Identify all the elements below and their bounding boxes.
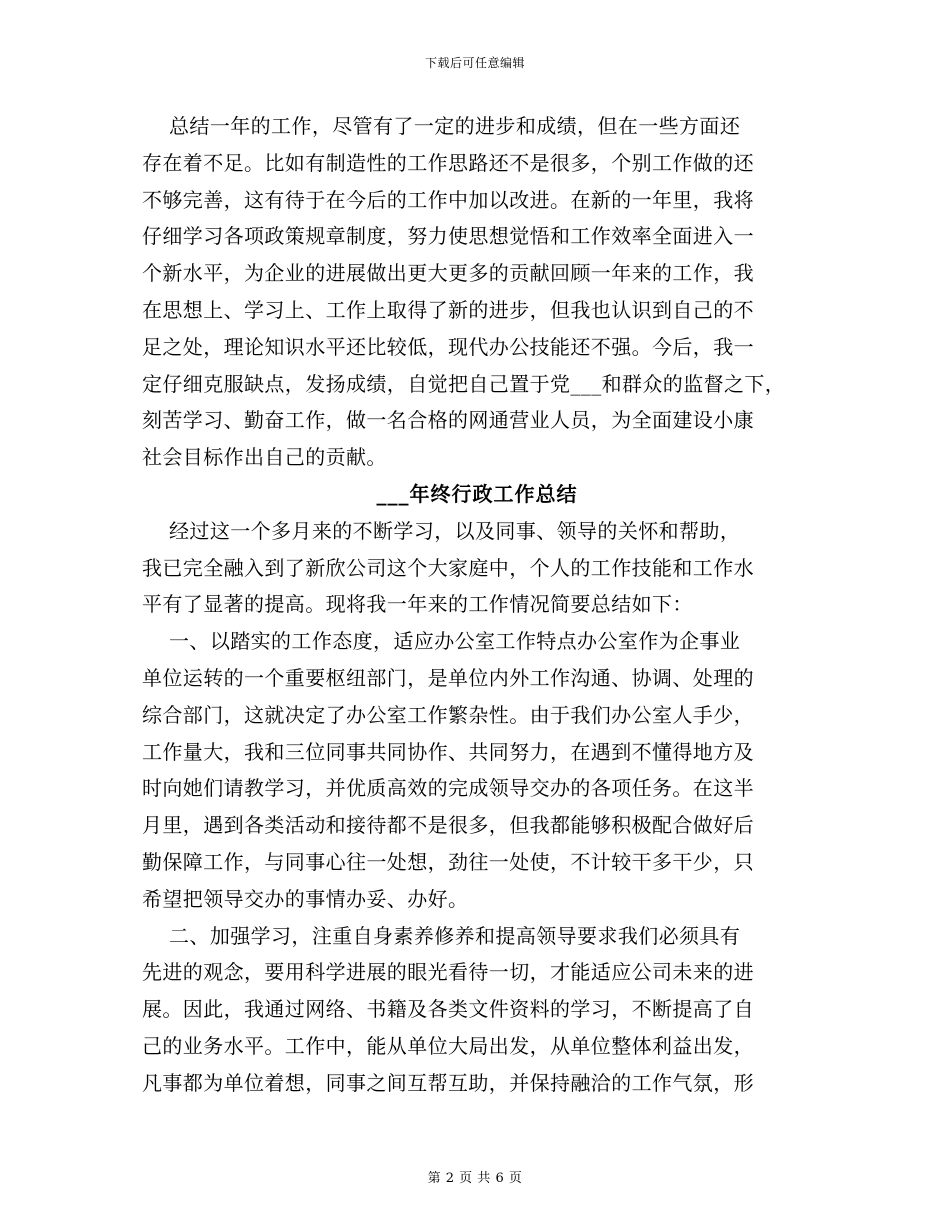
paragraph-line: 单位运转的一个重要枢纽部门，是单位内外工作沟通、协调、处理的 <box>142 665 754 690</box>
paragraph-line: 经过这一个多月来的不断学习，以及同事、领导的关怀和帮助， <box>142 518 741 543</box>
paragraph-line: 一、以踏实的工作态度，适应办公室工作特点办公室作为企事业 <box>142 629 741 654</box>
paragraph-line: 存在着不足。比如有制造性的工作思路还不是很多，个别工作做的还 <box>142 150 754 175</box>
section-title: ___年终行政工作总结 <box>376 481 578 506</box>
paragraph-line: 勤保障工作，与同事心往一处想，劲往一处使，不计较干多干少，只 <box>142 849 754 874</box>
paragraph-line: 我已完全融入到了新欣公司这个大家庭中，个人的工作技能和工作水 <box>142 555 754 580</box>
paragraph-line: 己的业务水平。工作中，能从单位大局出发，从单位整体利益出发， <box>142 1033 754 1058</box>
paragraph-line: 希望把领导交办的事情办妥、办好。 <box>142 886 469 911</box>
paragraph-line: 时向她们请教学习，并优质高效的完成领导交办的各项任务。在这半 <box>142 776 754 801</box>
paragraph-line: 刻苦学习、勤奋工作，做一名合格的网通营业人员，为全面建设小康 <box>142 408 754 433</box>
document-body <box>142 108 812 1102</box>
paragraph-line: 月里，遇到各类活动和接待都不是很多，但我都能够积极配合做好后 <box>142 813 754 838</box>
paragraph-line: 仔细学习各项政策规章制度，努力使思想觉悟和工作效率全面进入一 <box>142 224 754 249</box>
paragraph-line: 先进的观念，要用科学进展的眼光看待一切，才能适应公司未来的进 <box>142 960 754 985</box>
paragraph-line: 定仔细克服缺点，发扬成绩，自觉把自己置于党___和群众的监督之下， <box>142 371 786 396</box>
paragraph-line: 平有了显著的提高。现将我一年来的工作情况简要总结如下： <box>142 592 693 617</box>
page-number: 第 2 页 共 6 页 <box>427 1171 523 1186</box>
header-note: 下载后可任意编辑 <box>424 56 525 70</box>
paragraph-line: 个新水平，为企业的进展做出更大更多的贡献回顾一年来的工作，我 <box>142 261 754 286</box>
paragraph-line: 社会目标作出自己的贡献。 <box>142 445 387 470</box>
paragraph-line: 二、加强学习，注重自身素养修养和提高领导要求我们必须具有 <box>142 923 741 948</box>
paragraph-line: 综合部门，这就决定了办公室工作繁杂性。由于我们办公室人手少， <box>142 702 754 727</box>
paragraph-line: 工作量大，我和三位同事共同协作、共同努力，在遇到不懂得地方及 <box>142 739 754 764</box>
paragraph-line: 足之处，理论知识水平还比较低，现代办公技能还不强。今后，我一 <box>142 334 754 359</box>
paragraph-line: 在思想上、学习上、工作上取得了新的进步，但我也认识到自己的不 <box>142 297 754 322</box>
paragraph-line: 展。因此，我通过网络、书籍及各类文件资料的学习，不断提高了自 <box>142 997 754 1022</box>
paragraph-line: 总结一年的工作，尽管有了一定的进步和成绩，但在一些方面还 <box>142 114 741 138</box>
paragraph-line: 凡事都为单位着想，同事之间互帮互助，并保持融洽的工作气氛，形 <box>142 1070 754 1095</box>
paragraph-line: 不够完善，这有待于在今后的工作中加以改进。在新的一年里，我将 <box>142 187 754 212</box>
